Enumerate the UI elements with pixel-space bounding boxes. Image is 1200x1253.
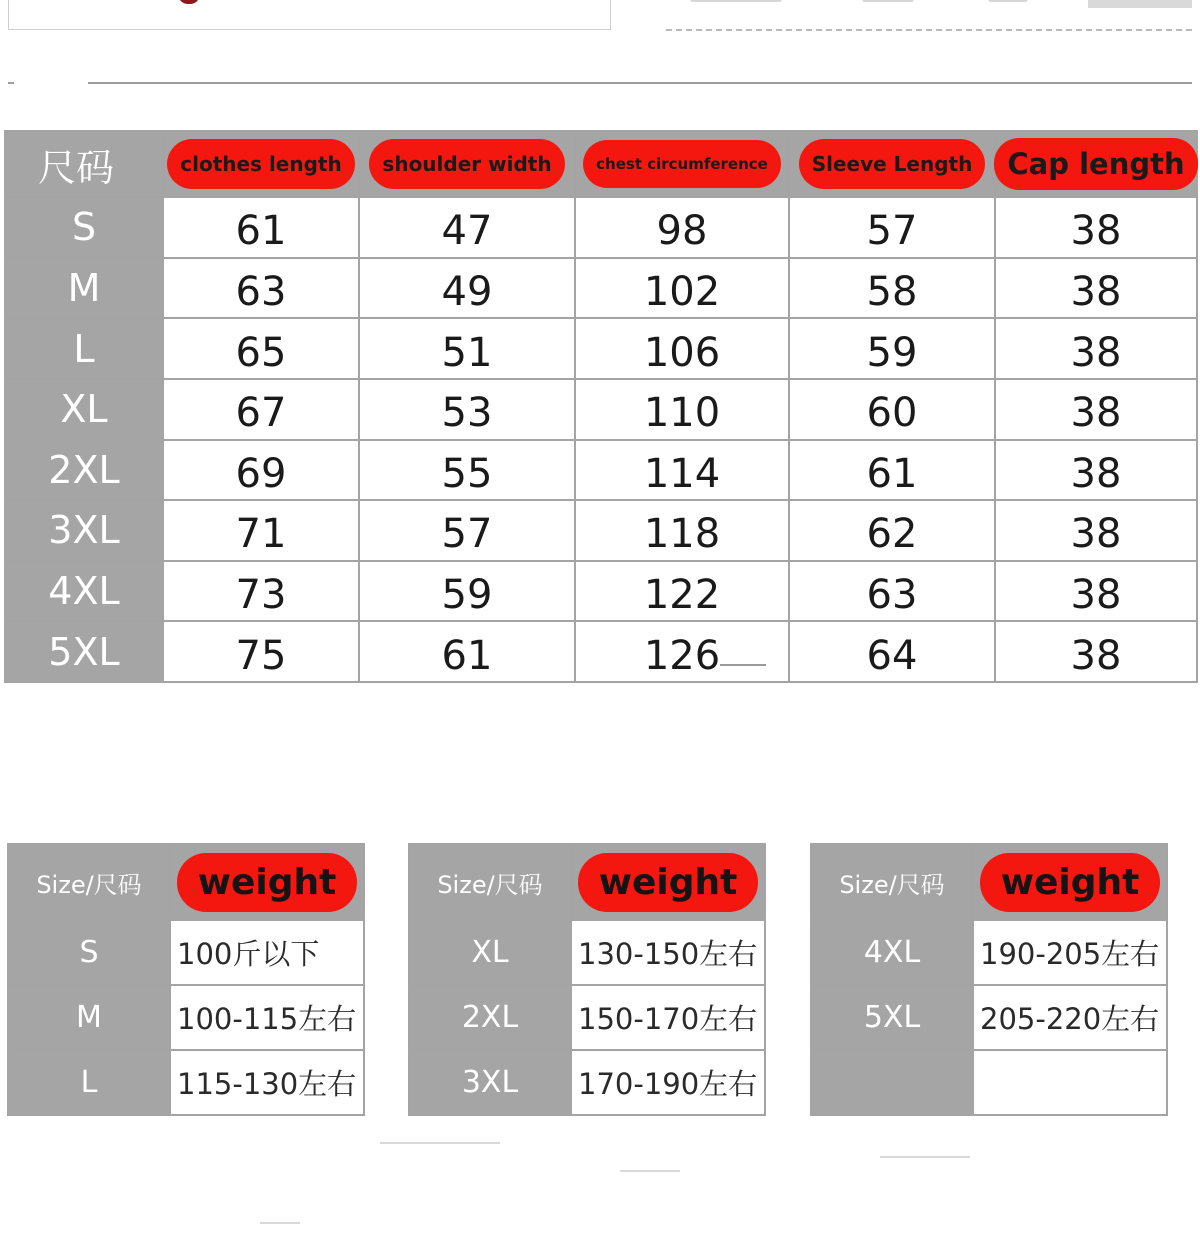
clothes-length-value: 69 — [163, 440, 359, 501]
cap-length-value: 38 — [995, 621, 1197, 682]
size-label: 3XL — [5, 500, 163, 561]
size-label: 4XL — [5, 561, 163, 622]
shoulder-width-header — [359, 131, 575, 197]
weight-label: weight — [581, 856, 756, 909]
section-divider — [88, 82, 1192, 84]
weight-size-label — [811, 1050, 973, 1115]
chest-circumference-header — [575, 131, 789, 197]
size-label: 2XL — [5, 440, 163, 501]
sleeve-length-value: 62 — [789, 500, 995, 561]
weight-header — [170, 844, 364, 920]
weight-range-value: 130-150左右 — [571, 920, 765, 985]
weight-header — [571, 844, 765, 920]
size-row-4xl — [5, 561, 1197, 622]
sleeve-length-value: 63 — [789, 561, 995, 622]
cap-length-label: Cap length — [997, 141, 1194, 187]
top-ghost-tab — [862, 0, 914, 2]
background-smudge — [260, 1222, 300, 1224]
sleeve-length-value: 61 — [789, 440, 995, 501]
size-row-m — [5, 258, 1197, 319]
sleeve-length-value: 60 — [789, 379, 995, 440]
size-table-header-row — [5, 131, 1197, 197]
weight-size-label: S — [8, 920, 170, 985]
chest-circumference-value: 106 — [575, 318, 789, 379]
weight-row — [8, 1050, 364, 1115]
cap-length-value: 38 — [995, 258, 1197, 319]
weight-label: weight — [983, 856, 1158, 909]
chest-circumference-value: 110 — [575, 379, 789, 440]
dashed-divider — [666, 29, 1192, 31]
sleeve-length-value: 58 — [789, 258, 995, 319]
size-label: S — [5, 197, 163, 258]
chest-circumference-value: 122 — [575, 561, 789, 622]
sleeve-length-label: Sleeve Length — [802, 142, 983, 186]
weight-size-label: L — [8, 1050, 170, 1115]
weight-size-label: 2XL — [409, 985, 571, 1050]
shoulder-width-value: 51 — [359, 318, 575, 379]
size-row-2xl — [5, 440, 1197, 501]
clothes-length-value: 67 — [163, 379, 359, 440]
weight-size-label: M — [8, 985, 170, 1050]
shoulder-width-value: 53 — [359, 379, 575, 440]
weight-range-value: 150-170左右 — [571, 985, 765, 1050]
size-row-xl — [5, 379, 1197, 440]
weight-row — [811, 920, 1167, 985]
size-column-header: 尺码 — [5, 131, 163, 197]
size-label: XL — [5, 379, 163, 440]
size-row-3xl — [5, 500, 1197, 561]
size-row-s — [5, 197, 1197, 258]
top-ghost-tab — [690, 0, 782, 2]
top-ghost-tab — [988, 0, 1028, 2]
weight-header — [973, 844, 1167, 920]
clothes-length-value: 71 — [163, 500, 359, 561]
shoulder-width-label: shoulder width — [372, 142, 561, 186]
top-banner-frame — [8, 0, 611, 30]
weight-table-header-row — [409, 844, 765, 920]
size-label: L — [5, 318, 163, 379]
cap-length-value: 38 — [995, 379, 1197, 440]
clothes-length-value: 75 — [163, 621, 359, 682]
chest-circumference-value: 102 — [575, 258, 789, 319]
size-label: M — [5, 258, 163, 319]
size-measurement-table — [4, 130, 1198, 683]
size-row-5xl — [5, 621, 1197, 682]
weight-size-header: Size/尺码 — [811, 844, 973, 920]
weight-table-header-row — [811, 844, 1167, 920]
weight-row — [409, 985, 765, 1050]
weight-row — [8, 985, 364, 1050]
divider-dot — [8, 82, 14, 84]
cap-length-value: 38 — [995, 197, 1197, 258]
weight-range-value: 100斤以下 — [170, 920, 364, 985]
sleeve-length-value: 57 — [789, 197, 995, 258]
shoulder-width-value: 49 — [359, 258, 575, 319]
weight-size-label: 5XL — [811, 985, 973, 1050]
weight-size-label: 4XL — [811, 920, 973, 985]
weight-size-header: Size/尺码 — [8, 844, 170, 920]
weight-row — [409, 920, 765, 985]
sleeve-length-value: 64 — [789, 621, 995, 682]
shoulder-width-value: 61 — [359, 621, 575, 682]
clothes-length-value: 61 — [163, 197, 359, 258]
weight-range-value: 100-115左右 — [170, 985, 364, 1050]
weight-row-empty — [811, 1050, 1167, 1115]
clothes-length-value: 63 — [163, 258, 359, 319]
weight-range-value — [973, 1050, 1167, 1115]
shoulder-width-value: 55 — [359, 440, 575, 501]
weight-range-value: 115-130左右 — [170, 1050, 364, 1115]
weight-table-header-row — [8, 844, 364, 920]
chest-circumference-value: 114 — [575, 440, 789, 501]
weight-table-medium — [408, 843, 766, 1116]
size-label: 5XL — [5, 621, 163, 682]
size-row-l — [5, 318, 1197, 379]
weight-range-value: 190-205左右 — [973, 920, 1167, 985]
weight-range-value: 170-190左右 — [571, 1050, 765, 1115]
background-smudge — [880, 1156, 970, 1158]
weight-label: weight — [180, 856, 355, 909]
weight-row — [8, 920, 364, 985]
shoulder-width-value: 59 — [359, 561, 575, 622]
shoulder-width-value: 57 — [359, 500, 575, 561]
cap-length-value: 38 — [995, 500, 1197, 561]
chest-circumference-value: 118 — [575, 500, 789, 561]
clothes-length-header — [163, 131, 359, 197]
chest-circumference-label: chest circumference — [586, 143, 778, 185]
background-smudge — [620, 1170, 680, 1172]
weight-size-header: Size/尺码 — [409, 844, 571, 920]
top-tab — [1088, 0, 1192, 8]
cap-length-header — [995, 131, 1197, 197]
clothes-length-value: 73 — [163, 561, 359, 622]
weight-row — [409, 1050, 765, 1115]
weight-row — [811, 985, 1167, 1050]
clothes-length-value: 65 — [163, 318, 359, 379]
shoulder-width-value: 47 — [359, 197, 575, 258]
cap-length-value: 38 — [995, 561, 1197, 622]
clothes-length-label: clothes length — [170, 142, 351, 186]
sleeve-length-header — [789, 131, 995, 197]
background-smudge — [720, 664, 766, 666]
weight-size-label: XL — [409, 920, 571, 985]
background-smudge — [380, 1142, 500, 1144]
weight-table-large — [810, 843, 1168, 1116]
weight-size-label: 3XL — [409, 1050, 571, 1115]
cap-length-value: 38 — [995, 318, 1197, 379]
chest-circumference-value: 98 — [575, 197, 789, 258]
cap-length-value: 38 — [995, 440, 1197, 501]
weight-table-small — [7, 843, 365, 1116]
chest-circumference-value: 126 — [575, 621, 789, 682]
sleeve-length-value: 59 — [789, 318, 995, 379]
weight-range-value: 205-220左右 — [973, 985, 1167, 1050]
